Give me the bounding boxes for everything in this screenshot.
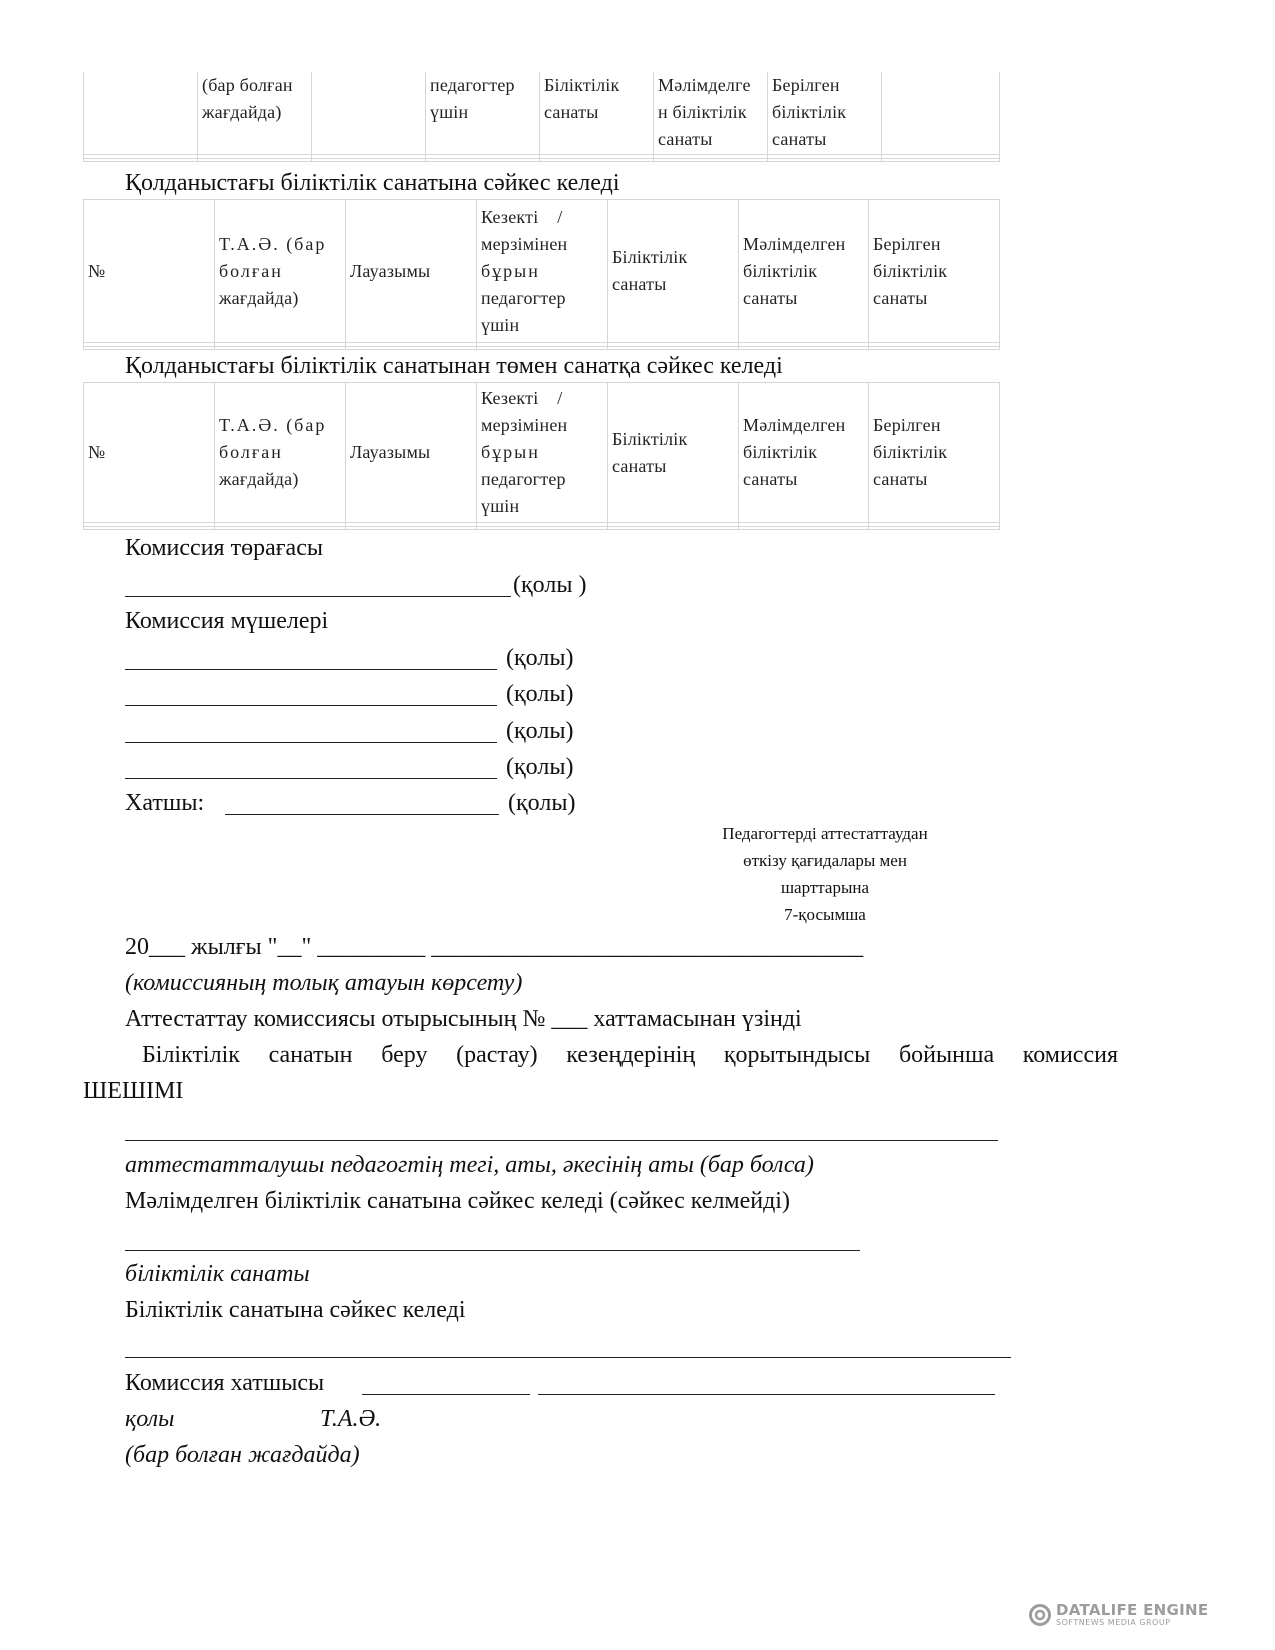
date-line: 20___ жылғы "__" _________ ____________________________________ <box>125 934 864 960</box>
member-sign-line-3[interactable] <box>125 742 497 743</box>
col-position: Лауазымы <box>346 200 477 343</box>
chair-sign-line[interactable] <box>125 596 511 597</box>
cell: педагогтер үшін <box>426 72 540 154</box>
cell <box>312 72 426 154</box>
name-hint: Т.А.Ә. <box>320 1406 382 1432</box>
section-2-heading: Қолданыстағы біліктілік санатынан төмен санатқа сәйкес келеді <box>125 353 783 379</box>
cell <box>84 72 198 154</box>
section-1-heading: Қолданыстағы біліктілік санатына сәйкес келеді <box>125 170 620 196</box>
cell: Мәлімделге н біліктілік санаты <box>654 72 768 154</box>
member-sign-hint-2: (қолы) <box>506 681 574 707</box>
cell: Біліктілік санаты <box>540 72 654 154</box>
watermark <box>1028 1602 1208 1627</box>
teacher-name-line[interactable] <box>125 1140 998 1141</box>
col-full-name: Т.А.Ә. (бар болған жағдайда) <box>215 200 346 343</box>
commission-name-hint: (комиссияның толық атауын көрсету) <box>125 970 523 996</box>
protocol-line: Аттестаттау комиссиясы отырысының № ___ хаттамасынан үзінді <box>125 1006 802 1032</box>
secretary-label: Хатшы: <box>125 790 205 816</box>
section-1-table <box>83 199 1000 350</box>
cell: Берілген біліктілік санаты <box>768 72 882 154</box>
members-label: Комиссия мүшелері <box>125 608 329 634</box>
secretary-sign-hint: (қолы) <box>508 790 576 816</box>
category-match: Біліктілік санатына сәйкес келеді <box>125 1297 466 1323</box>
top-table-fragment <box>83 72 1000 162</box>
chair-sign-hint: (қолы ) <box>513 572 587 598</box>
category-line[interactable] <box>125 1250 860 1251</box>
col-declared-category: Мәлімделген біліктілік санаты <box>739 383 869 523</box>
declared-match: Мәлімделген біліктілік санатына сәйкес келеді (сәйкес келмейді) <box>125 1188 790 1214</box>
col-number: № <box>84 383 215 523</box>
commission-secretary-name-line[interactable] <box>538 1394 995 1395</box>
category-result-line[interactable] <box>125 1357 1011 1358</box>
datalife-logo-icon <box>1028 1603 1052 1627</box>
annex-block <box>695 820 955 928</box>
annex-line: 7-қосымша <box>784 905 866 924</box>
decision-title: ШЕШІМІ <box>83 1078 184 1104</box>
annex-line: Педагогтерді аттестаттаудан <box>722 824 928 843</box>
annex-line: өткізу қағидалары мен <box>743 851 907 870</box>
col-full-name: Т.А.Ә. (бар болған жағдайда) <box>215 383 346 523</box>
watermark-title: DATALIFE ENGINE <box>1056 1601 1209 1619</box>
category-hint: біліктілік санаты <box>125 1261 310 1287</box>
col-declared-category: Мәлімделген біліктілік санаты <box>739 200 869 343</box>
col-position: Лауазымы <box>346 383 477 523</box>
col-number: № <box>84 200 215 343</box>
member-sign-hint-1: (қолы) <box>506 645 574 671</box>
col-category: Біліктілік санаты <box>608 383 739 523</box>
watermark-subtitle: SOFTNEWS MEDIA GROUP <box>1056 1618 1171 1627</box>
member-sign-line-2[interactable] <box>125 705 497 706</box>
teacher-name-hint: аттестатталушы педагогтің тегі, аты, әкесінің аты (бар болса) <box>125 1152 814 1178</box>
cell <box>882 72 1000 154</box>
if-any-hint: (бар болған жағдайда) <box>125 1442 360 1468</box>
decision-text: Біліктілік санатын беру (растау) кезеңдерінің қорытындысы бойынша комиссия <box>142 1042 1118 1068</box>
member-sign-hint-3: (қолы) <box>506 718 574 744</box>
member-sign-line-1[interactable] <box>125 669 497 670</box>
member-sign-line-4[interactable] <box>125 778 497 779</box>
member-sign-hint-4: (қолы) <box>506 754 574 780</box>
cell: (бар болған жағдайда) <box>198 72 312 154</box>
section-2-table <box>83 382 1000 530</box>
annex-line: шарттарына <box>780 878 870 897</box>
col-regular-early: Кезекті / мерзімінен бұрын педагогтер үшін <box>477 383 608 523</box>
col-regular-early: Кезекті / мерзімінен бұрын педагогтер үшін <box>477 200 608 343</box>
col-assigned-category: Берілген біліктілік санаты <box>869 383 1000 523</box>
chair-label: Комиссия төрағасы <box>125 535 323 561</box>
sign-hint: қолы <box>125 1406 175 1432</box>
col-assigned-category: Берілген біліктілік санаты <box>869 200 1000 343</box>
secretary-sign-line[interactable] <box>225 814 499 815</box>
col-category: Біліктілік санаты <box>608 200 739 343</box>
commission-secretary-sign-line[interactable] <box>362 1394 530 1395</box>
commission-secretary-label: Комиссия хатшысы <box>125 1370 325 1396</box>
